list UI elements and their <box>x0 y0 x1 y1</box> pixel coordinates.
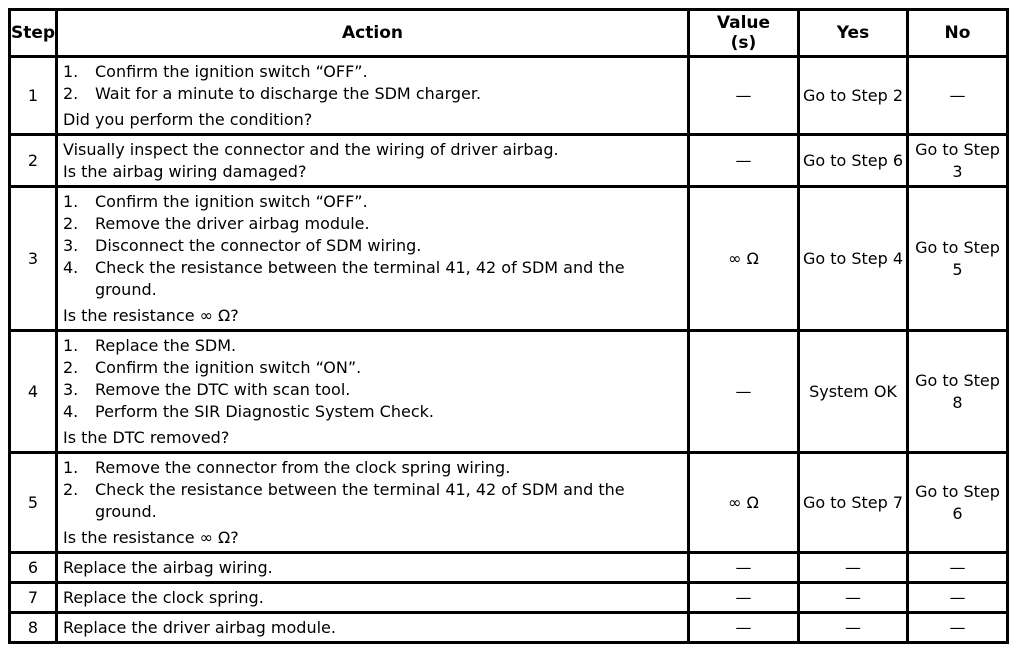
action-cell <box>57 553 689 583</box>
value-cell: — <box>689 331 799 453</box>
yes-cell: Go to Step 4 <box>799 187 908 331</box>
action-text: Visually inspect the connector and the wiring of driver airbag. <box>63 139 559 159</box>
header-yes: Yes <box>799 10 908 57</box>
yes-cell: — <box>799 613 908 643</box>
action-list-item <box>63 479 687 523</box>
value-cell: — <box>689 553 799 583</box>
no-cell: — <box>908 57 1008 135</box>
action-list-item <box>63 61 687 83</box>
table-row <box>10 187 1008 331</box>
table-row <box>10 331 1008 453</box>
no-cell: — <box>908 613 1008 643</box>
action-cell <box>57 583 689 613</box>
table-row <box>10 553 1008 583</box>
table-row <box>10 583 1008 613</box>
action-list-item <box>63 257 687 301</box>
header-step: Step <box>10 10 57 57</box>
list-item-text: Remove the driver airbag module. <box>95 213 370 233</box>
list-item-text: Confirm the ignition switch “OFF”. <box>95 191 368 211</box>
action-list-item <box>63 235 687 257</box>
list-item-text: Confirm the ignition switch “ON”. <box>95 357 362 377</box>
yes-cell: — <box>799 583 908 613</box>
action-text: Replace the clock spring. <box>63 587 264 607</box>
list-item-number: 1. <box>63 61 79 81</box>
yes-cell: Go to Step 6 <box>799 135 908 187</box>
value-cell: ∞ Ω <box>689 187 799 331</box>
table-header-row <box>10 10 1008 57</box>
action-question: Is the resistance ∞ Ω? <box>63 305 239 325</box>
action-text: Replace the airbag wiring. <box>63 557 273 577</box>
step-number: 1 <box>10 57 57 135</box>
list-item-number: 3. <box>63 379 79 399</box>
action-list <box>63 335 687 423</box>
list-item-text: Remove the DTC with scan tool. <box>95 379 351 399</box>
list-item-number: 4. <box>63 401 79 421</box>
step-number: 6 <box>10 553 57 583</box>
action-list-item <box>63 379 687 401</box>
table-row <box>10 453 1008 553</box>
action-list <box>63 61 687 105</box>
action-text: Replace the driver airbag module. <box>63 617 336 637</box>
action-question: Is the DTC removed? <box>63 427 230 447</box>
yes-cell: System OK <box>799 331 908 453</box>
list-item-text: Perform the SIR Diagnostic System Check. <box>95 401 434 421</box>
yes-cell: — <box>799 553 908 583</box>
list-item-number: 1. <box>63 191 79 211</box>
no-cell: Go to Step 5 <box>908 187 1008 331</box>
step-number: 4 <box>10 331 57 453</box>
table-row <box>10 135 1008 187</box>
step-number: 3 <box>10 187 57 331</box>
value-cell: — <box>689 613 799 643</box>
list-item-number: 1. <box>63 457 79 477</box>
no-cell: — <box>908 553 1008 583</box>
action-list-item <box>63 213 687 235</box>
value-cell: ∞ Ω <box>689 453 799 553</box>
no-cell: Go to Step 8 <box>908 331 1008 453</box>
action-cell <box>57 187 689 331</box>
action-list-item <box>63 191 687 213</box>
list-item-text: Replace the SDM. <box>95 335 237 355</box>
list-item-number: 3. <box>63 235 79 255</box>
list-item-text: Remove the connector from the clock spring wiring. <box>95 457 511 477</box>
step-number: 2 <box>10 135 57 187</box>
action-cell <box>57 453 689 553</box>
value-cell: — <box>689 135 799 187</box>
action-list-item <box>63 401 687 423</box>
header-action: Action <box>57 10 689 57</box>
list-item-text: Check the resistance between the terminal 41, 42 of SDM and the ground. <box>95 257 625 299</box>
list-item-number: 2. <box>63 479 79 499</box>
action-list <box>63 457 687 523</box>
list-item-number: 1. <box>63 335 79 355</box>
action-text: Is the airbag wiring damaged? <box>63 161 307 181</box>
yes-cell: Go to Step 2 <box>799 57 908 135</box>
list-item-number: 2. <box>63 357 79 377</box>
action-list <box>63 191 687 301</box>
list-item-number: 4. <box>63 257 79 277</box>
list-item-number: 2. <box>63 213 79 233</box>
yes-cell: Go to Step 7 <box>799 453 908 553</box>
list-item-number: 2. <box>63 83 79 103</box>
step-number: 8 <box>10 613 57 643</box>
no-cell: — <box>908 583 1008 613</box>
table-row <box>10 613 1008 643</box>
table-body <box>10 57 1008 643</box>
action-list-item <box>63 357 687 379</box>
list-item-text: Wait for a minute to discharge the SDM charger. <box>95 83 482 103</box>
step-number: 5 <box>10 453 57 553</box>
action-cell <box>57 135 689 187</box>
action-question: Did you perform the condition? <box>63 109 313 129</box>
no-cell: Go to Step 6 <box>908 453 1008 553</box>
action-cell <box>57 57 689 135</box>
action-list-item <box>63 335 687 357</box>
value-cell: — <box>689 583 799 613</box>
table-row <box>10 57 1008 135</box>
diagnostic-table <box>8 8 1009 644</box>
header-value: Value (s) <box>689 10 799 57</box>
header-no: No <box>908 10 1008 57</box>
step-number: 7 <box>10 583 57 613</box>
value-cell: — <box>689 57 799 135</box>
action-cell <box>57 331 689 453</box>
list-item-text: Confirm the ignition switch “OFF”. <box>95 61 368 81</box>
no-cell: Go to Step 3 <box>908 135 1008 187</box>
action-question: Is the resistance ∞ Ω? <box>63 527 239 547</box>
action-list-item <box>63 83 687 105</box>
action-cell <box>57 613 689 643</box>
list-item-text: Check the resistance between the terminal 41, 42 of SDM and the ground. <box>95 479 625 521</box>
action-list-item <box>63 457 687 479</box>
list-item-text: Disconnect the connector of SDM wiring. <box>95 235 422 255</box>
